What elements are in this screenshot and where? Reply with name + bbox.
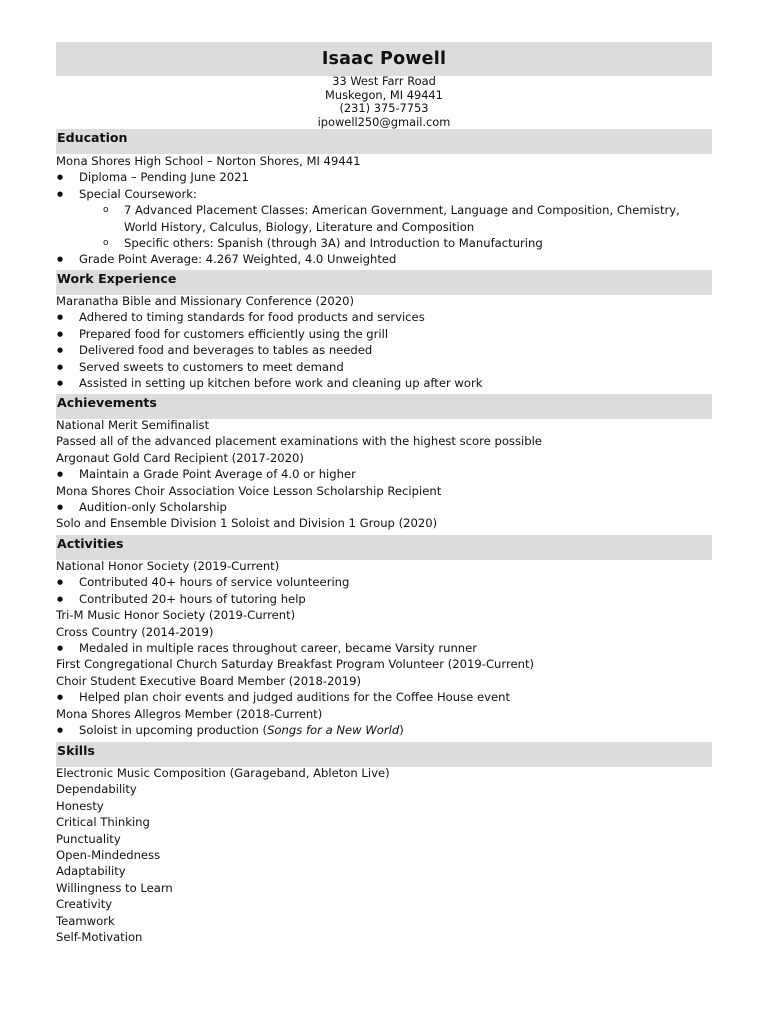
gpa-item: ● Grade Point Average: 4.267 Weighted, 4.0 Unweighted <box>56 251 716 267</box>
skill-item: Critical Thinking <box>56 815 150 830</box>
name-header-bar <box>56 42 712 76</box>
skill-item: Teamwork <box>56 913 115 928</box>
skill-item: Honesty <box>56 798 104 813</box>
work-bullet: ● Delivered food and beverages to tables as needed <box>56 342 716 358</box>
address-line-1: 33 West Farr Road <box>332 74 436 88</box>
achievements-heading: Achievements <box>56 394 712 419</box>
soloist-bullet <box>56 722 716 738</box>
activity-line: Mona Shores Allegros Member (2018-Current) <box>56 706 323 721</box>
skill-item: Adaptability <box>56 864 126 879</box>
soloist-prefix: Soloist in upcoming production ( <box>79 722 268 737</box>
achievement-line: Mona Shores Choir Association Voice Lesson Scholarship Recipient <box>56 483 442 498</box>
activity-line: National Honor Society (2019-Current) <box>56 559 280 573</box>
employer-name: Maranatha Bible and Missionary Conference (2020) <box>56 294 355 308</box>
activity-bullet: ● Helped plan choir events and judged auditions for the Coffee House event <box>56 689 716 705</box>
skill-item: Creativity <box>56 897 113 912</box>
work-bullet: ● Assisted in setting up kitchen before work and cleaning up after work <box>56 375 716 391</box>
achievement-line: Passed all of the advanced placement examinations with the highest score possible <box>56 434 542 449</box>
skills-section <box>56 765 716 945</box>
achievement-bullet: ● Maintain a Grade Point Average of 4.0 or higher <box>56 466 716 482</box>
skill-item: Self-Motivation <box>56 929 143 944</box>
activity-bullet: ● Contributed 20+ hours of tutoring help <box>56 591 716 607</box>
work-bullet: ● Prepared food for customers efficiently using the grill <box>56 326 716 342</box>
skill-item: Dependability <box>56 782 137 797</box>
address-line-2: Muskegon, MI 49441 <box>325 87 443 102</box>
activity-line: Cross Country (2014-2019) <box>56 624 214 639</box>
ap-classes-item <box>56 202 704 235</box>
ap-classes-text: o 7 Advanced Placement Classes: American Government, Language and Composition, Chemistry, World History, Calculus, Biology, Literature and Composition <box>124 203 680 234</box>
skills-heading: Skills <box>56 742 712 767</box>
achievements-section <box>56 417 716 532</box>
activity-line: First Congregational Church Saturday Breakfast Program Volunteer (2019-Current) <box>56 657 535 672</box>
achievement-line: Solo and Ensemble Division 1 Soloist and Division 1 Group (2020) <box>56 516 438 531</box>
achievement-line: Argonaut Gold Card Recipient (2017-2020) <box>56 450 304 465</box>
coursework-item: ● Special Coursework: <box>56 186 716 202</box>
activity-bullet: ● Contributed 40+ hours of service volunteering <box>56 574 716 590</box>
achievement-bullet: ● Audition-only Scholarship <box>56 499 716 515</box>
email-address: ipowell250@gmail.com <box>317 114 451 129</box>
work-section <box>56 293 716 391</box>
diploma-item: ● Diploma – Pending June 2021 <box>56 169 716 185</box>
specific-others-text: o Specific others: Spanish (through 3A) and Introduction to Manufacturing <box>124 235 543 250</box>
skill-item: Willingness to Learn <box>56 880 173 895</box>
skill-item: Electronic Music Composition (Garageband, Ableton Live) <box>56 766 390 780</box>
soloist-suffix: ) <box>399 722 404 737</box>
work-bullet: ● Served sweets to customers to meet demand <box>56 359 716 375</box>
education-heading: Education <box>56 129 712 154</box>
activity-line: Tri-M Music Honor Society (2019-Current) <box>56 608 296 623</box>
activities-section <box>56 558 716 738</box>
activities-heading: Activities <box>56 535 712 560</box>
activity-bullet: ● Medaled in multiple races throughout career, became Varsity runner <box>56 640 716 656</box>
work-bullet: ● Adhered to timing standards for food products and services <box>56 309 716 325</box>
education-section <box>56 153 716 268</box>
contact-info <box>56 75 712 129</box>
school-name: Mona Shores High School – Norton Shores, MI 49441 <box>56 154 361 168</box>
candidate-name: Isaac Powell <box>321 49 447 69</box>
work-heading: Work Experience <box>56 270 712 295</box>
production-title: Songs for a New World <box>267 722 400 737</box>
skill-item: Punctuality <box>56 831 121 846</box>
phone-number: (231) 375-7753 <box>339 101 429 116</box>
activity-line: Choir Student Executive Board Member (2018-2019) <box>56 673 362 688</box>
specific-others-item <box>56 235 716 251</box>
skill-item: Open-Mindedness <box>56 847 161 862</box>
achievement-line: National Merit Semifinalist <box>56 418 210 432</box>
